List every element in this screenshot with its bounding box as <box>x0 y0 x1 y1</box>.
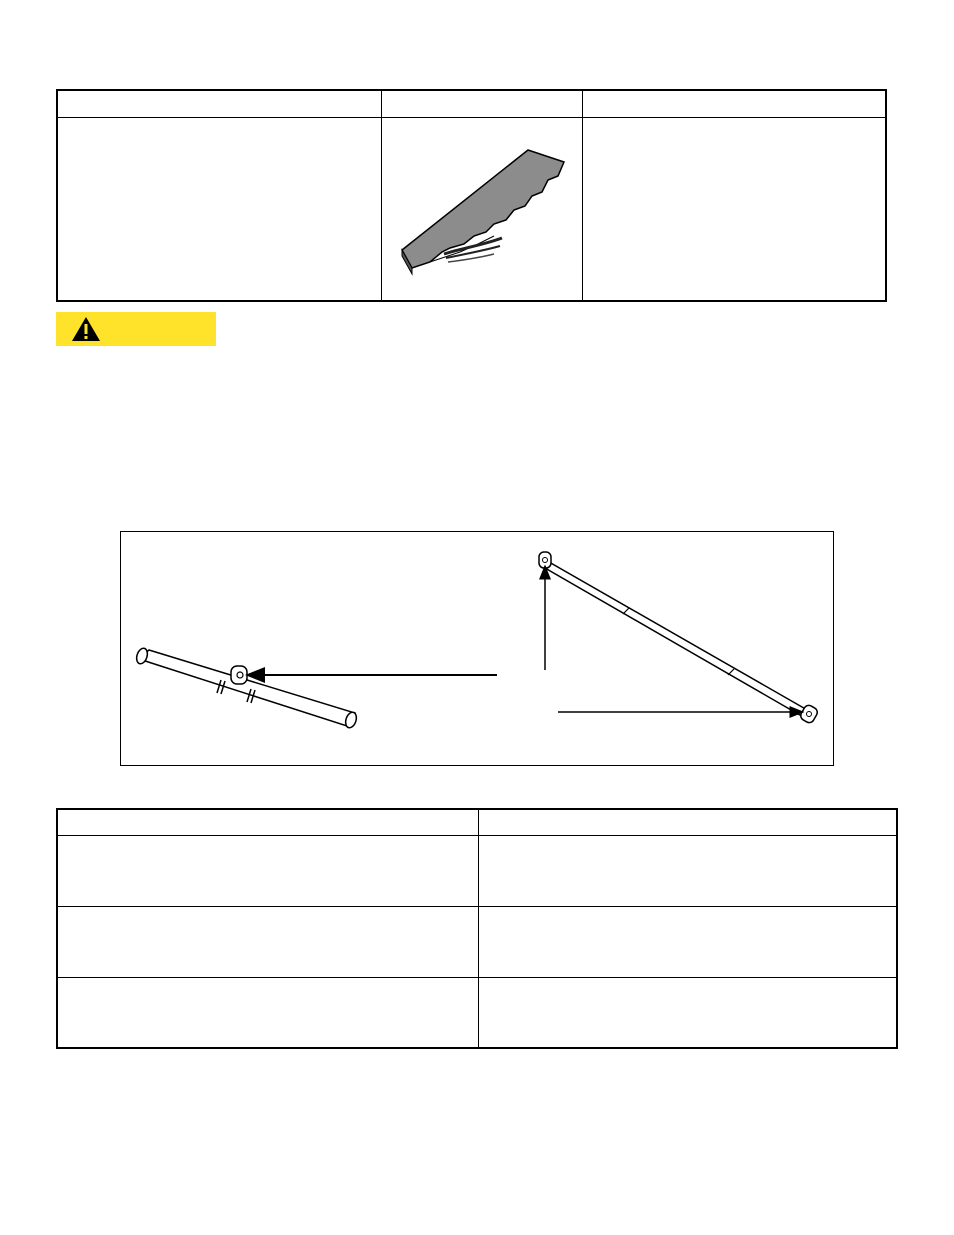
caution-badge <box>56 312 216 346</box>
table-header-cell <box>583 91 885 117</box>
table-header-cell <box>58 91 381 117</box>
inspection-table <box>56 89 887 302</box>
table-cell-right <box>583 118 885 298</box>
warning-triangle-icon <box>70 315 102 343</box>
specification-table <box>56 808 898 1049</box>
long-bar-icon <box>539 552 819 724</box>
table-cell <box>58 907 478 977</box>
table-header-cell <box>58 810 478 835</box>
table-cell <box>479 836 894 906</box>
table-header-cell <box>479 810 894 835</box>
table-cell <box>58 836 478 906</box>
short-bar-icon <box>135 647 358 729</box>
table-cell <box>479 907 894 977</box>
figure-frame <box>120 531 834 766</box>
frayed-cable-icon <box>382 118 582 298</box>
table-cell-left <box>58 118 381 298</box>
table-cell <box>479 978 894 1046</box>
table-header-cell <box>382 91 582 117</box>
table-cell <box>58 978 478 1046</box>
